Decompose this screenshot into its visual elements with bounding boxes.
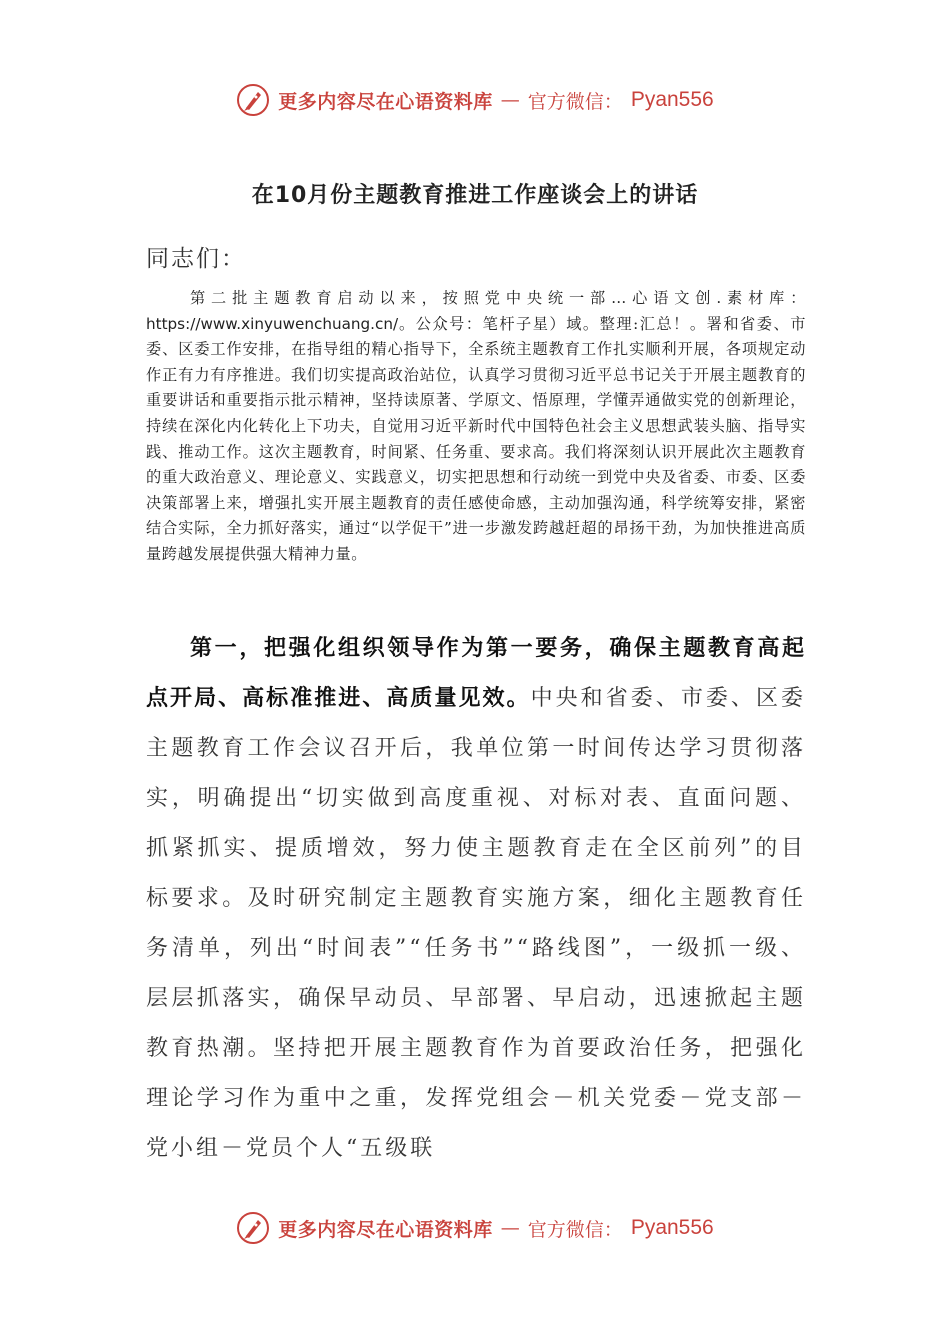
wechat-label: 官方微信： bbox=[527, 90, 623, 113]
brand-name: 更多内容尽在心语资料库 bbox=[278, 1218, 493, 1241]
intro-text-2: 。公众号：笔杆子星）域。整理:汇总！。署和省委、市委、区委工作安排，在指导组的精心指导下，全系统主题教育工作扎实顺利开展，各项规定动作正有力有序推进。我们切实提高政治站位，认真学习贯彻习近平总书记关于开展主题教育的重要讲话和重要指示批示精神，坚持读原著、学原文、悟原理，学懂弄通做实党的创新理论，持续在深化内化转化上下功夫，自觉用习近平新时代中国特色社会主义思想武装头脑、指导实践、推动工作。这次主题教育，时间紧、任务重、要求高。我们将深刻认识开展此次主题教育的重大政治意义、理论意义、实践意义，切实把思想和行动统一到党中央及省委、市委、区委决策部署上来，增强扎实开展主题教育的责任感使命感，主动加强沟通，科学统筹安排，紧密结合实际，全力抓好落实，通过“以学促干”进一步激发跨越赶超的昂扬干劲，为加快推进高质量跨越发展提供强大精神力量。 bbox=[146, 314, 806, 563]
wechat-id: Pyan556 bbox=[630, 88, 714, 111]
intro-paragraph bbox=[146, 286, 806, 568]
pen-nib-icon bbox=[236, 83, 270, 117]
brand-name: 更多内容尽在心语资料库 bbox=[278, 90, 493, 113]
section-1-heading: 第一，把强化组织领导作为第一要务，确保主题教育高起点开局、高标准推进、高质量见效。 bbox=[146, 636, 806, 711]
banner-dash: — bbox=[500, 89, 520, 111]
section-1-body: 中央和省委、市委、区委主题教育工作会议召开后，我单位第一时间传达学习贯彻落实，明确提出“切实做到高度重视、对标对表、直面问题、抓紧抓实、提质增效，努力使主题教育走在全区前列”的目标要求。及时研究制定主题教育实施方案，细化主题教育任务清单，列出“时间表”“任务书”“路线图”，一级抓一级、层层抓落实，确保早动员、早部署、早启动，迅速掀起主题教育热潮。坚持把开展主题教育作为首要政治任务，把强化理论学习作为重中之重，发挥党组会－机关党委－党支部－党小组－党员个人“五级联 bbox=[146, 686, 806, 1161]
header-banner bbox=[0, 80, 950, 120]
footer-banner bbox=[0, 1208, 950, 1248]
wechat-id: Pyan556 bbox=[630, 1216, 714, 1239]
page-title: 在10月份主题教育推进工作座谈会上的讲话 bbox=[251, 183, 699, 208]
wechat-label: 官方微信： bbox=[527, 1218, 623, 1241]
intro-text-1: 第二批主题教育启动以来，按照党中央统一部…心语文创.素材库： bbox=[190, 289, 806, 307]
pen-nib-icon bbox=[236, 1211, 270, 1245]
section-1-paragraph bbox=[146, 624, 806, 1174]
salutation: 同志们： bbox=[146, 246, 246, 272]
banner-dash: — bbox=[500, 1217, 520, 1239]
intro-url: https://www.xinyuwenchuang.cn/ bbox=[146, 314, 399, 333]
